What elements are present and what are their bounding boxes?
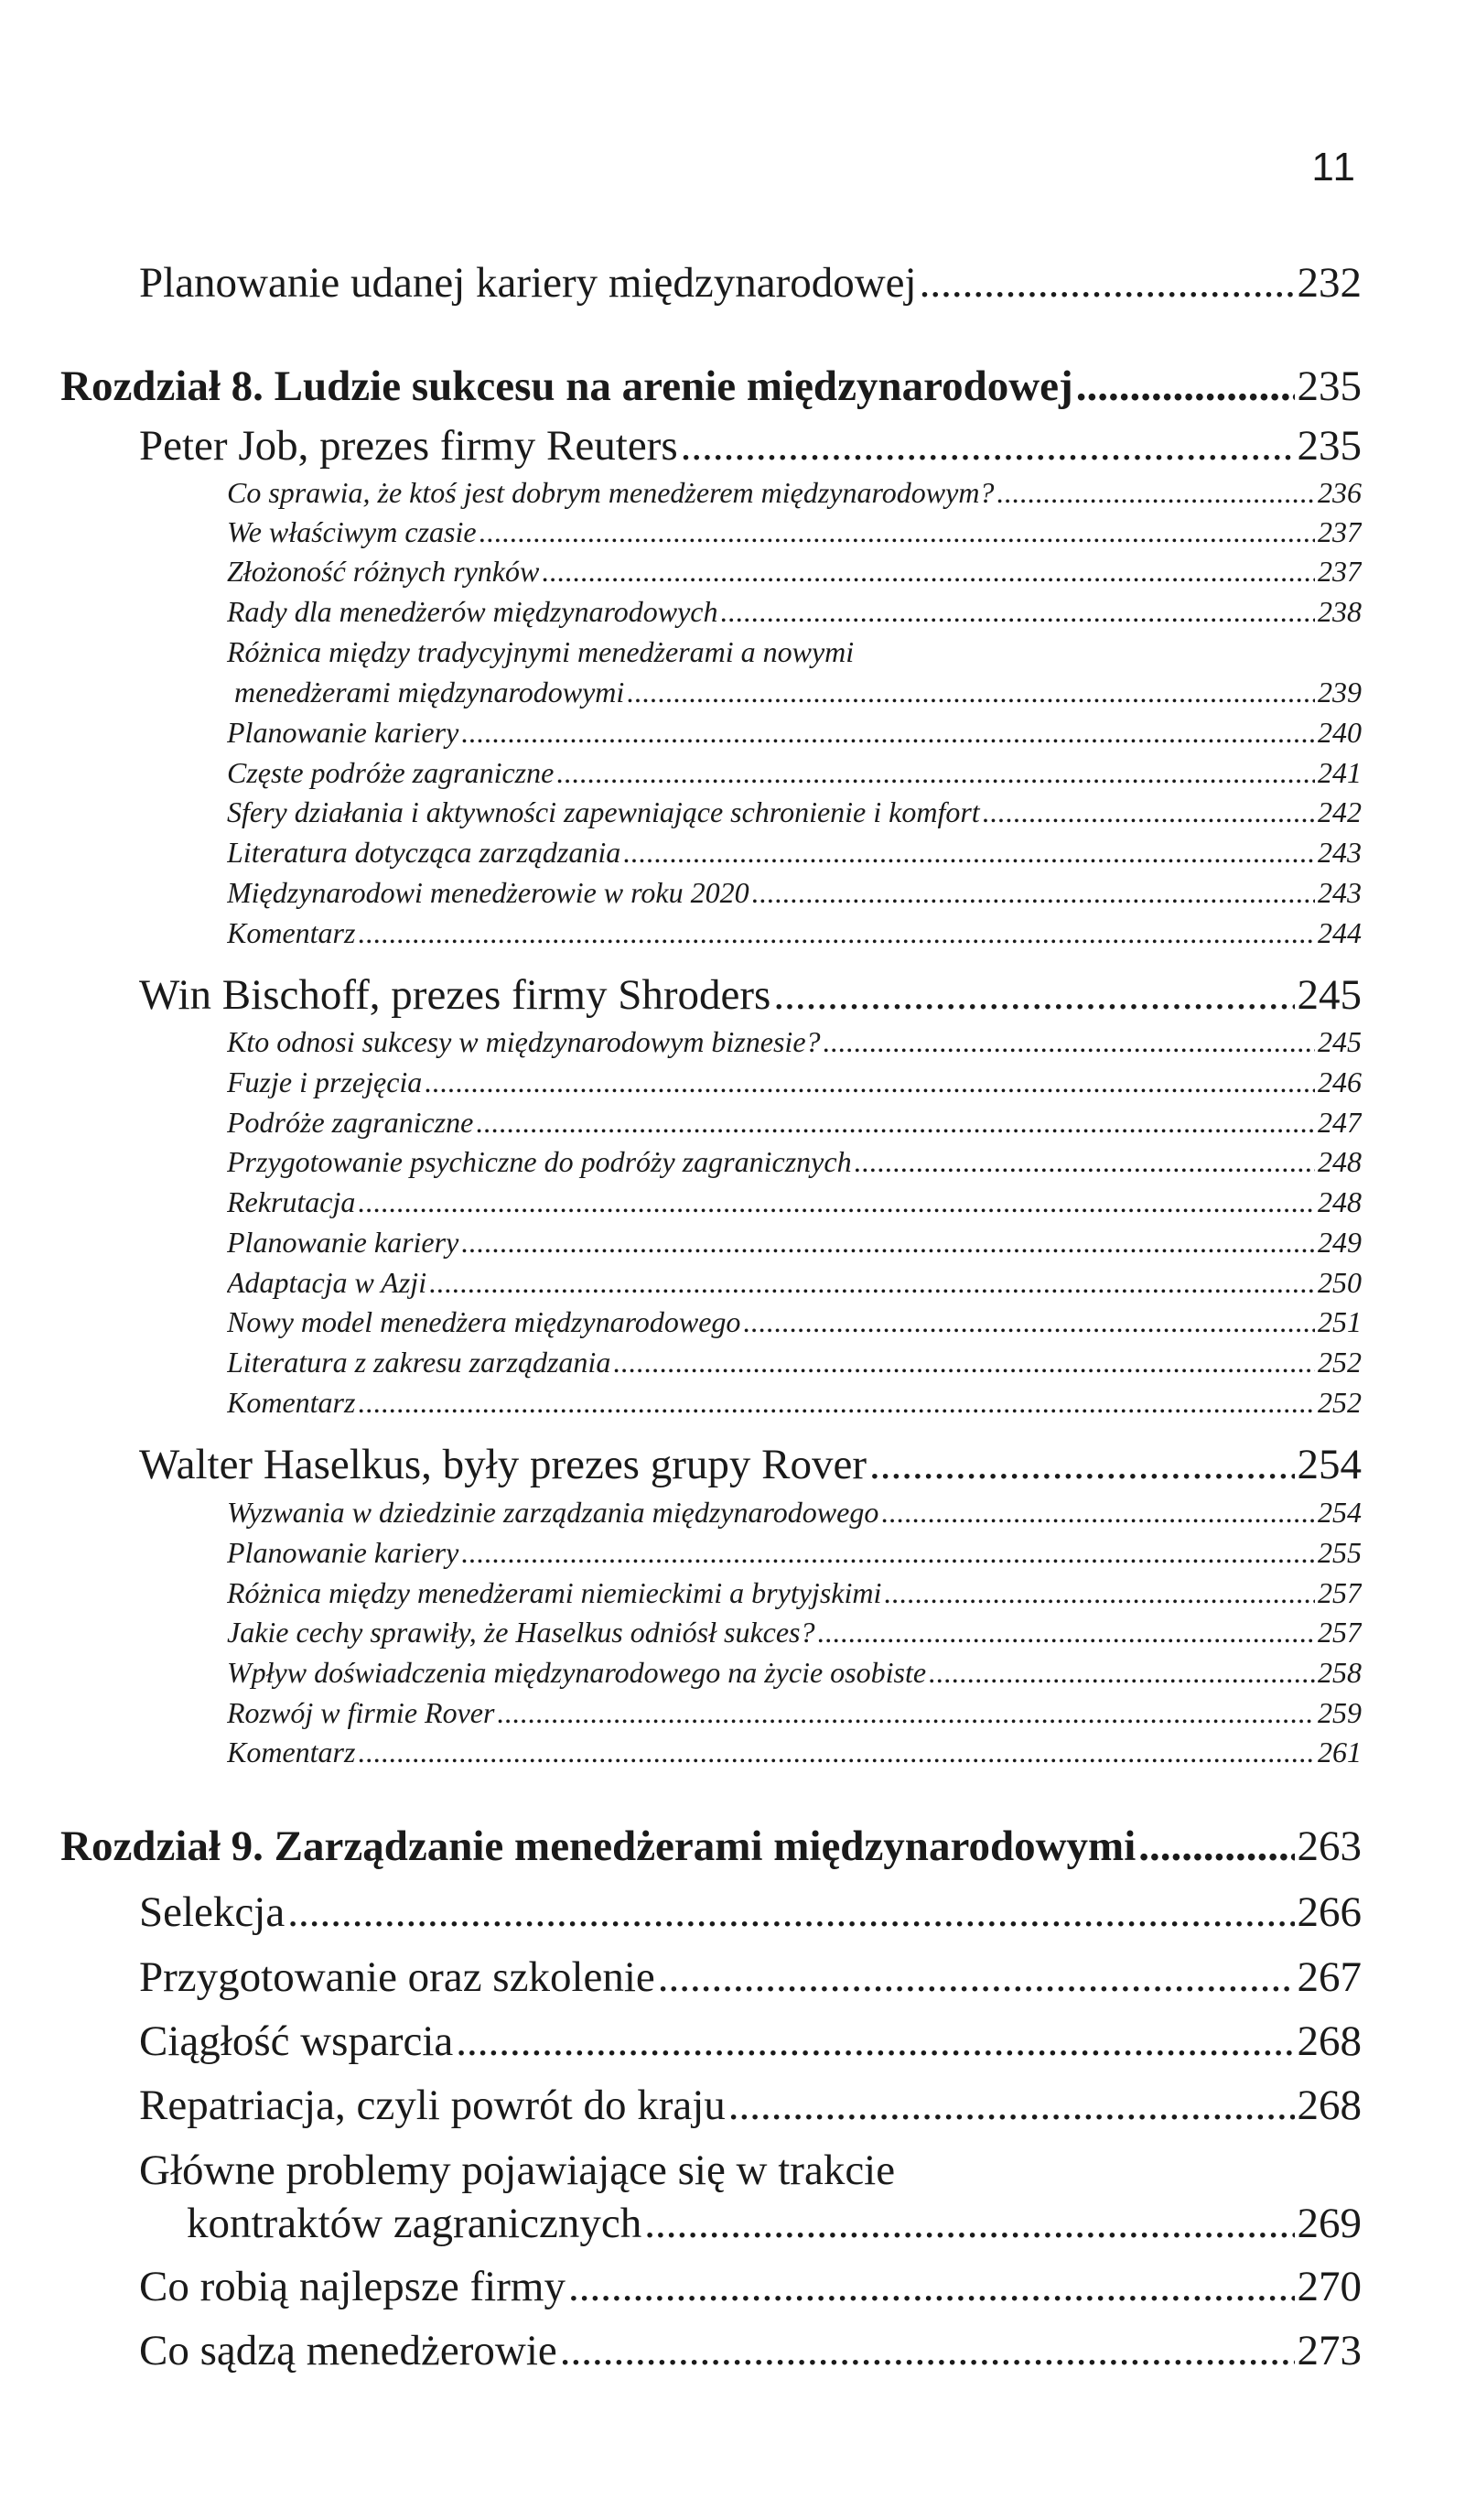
- toc-entry-title: Nowy model menedżera międzynarodowego: [227, 1305, 741, 1338]
- toc-entry-page: 257: [1318, 1616, 1362, 1649]
- toc-entry-title: Planowanie kariery: [227, 1536, 459, 1569]
- toc-entry-page: 255: [1318, 1536, 1362, 1569]
- toc-entry-title: Komentarz: [227, 1386, 356, 1419]
- dot-leader: [358, 916, 1315, 950]
- toc-subsection-entry: [227, 876, 1362, 910]
- toc-subsection-entry: [227, 1736, 1362, 1769]
- toc-subsection-entry: [227, 1106, 1362, 1140]
- toc-entry-page: 246: [1318, 1065, 1362, 1098]
- dot-leader: [855, 1145, 1315, 1179]
- toc-subsection-entry: [227, 716, 1362, 750]
- dot-leader: [568, 2262, 1295, 2311]
- toc-section-entry: [139, 1440, 1362, 1489]
- toc-entry-title: Jakie cechy sprawiły, że Haselkus odniósł sukces?: [227, 1616, 815, 1649]
- toc-entry-title: Rozwój w firmie Rover: [227, 1696, 495, 1729]
- toc-entry-page: 248: [1318, 1185, 1362, 1218]
- toc-entry-title: Sfery działania i aktywności zapewniające schronienie i komfort: [227, 795, 980, 828]
- toc-entry-page: 243: [1318, 836, 1362, 869]
- dot-leader: [658, 1952, 1295, 2002]
- toc-section-entry: [139, 1952, 1362, 2002]
- dot-leader: [542, 555, 1315, 589]
- toc-entry-page: 268: [1297, 2082, 1362, 2129]
- dot-leader: [479, 515, 1315, 549]
- toc-entry-title: menedżerami międzynarodowymi: [234, 676, 625, 708]
- dot-leader: [461, 1226, 1315, 1260]
- dot-leader: [1138, 1822, 1294, 1871]
- toc-entry-page: 252: [1318, 1386, 1362, 1419]
- toc-section-entry: [139, 2017, 1362, 2066]
- toc-chapter-heading: [60, 362, 1362, 411]
- toc-entry-title: Kto odnosi sukcesy w międzynarodowym biznesie?: [227, 1025, 821, 1058]
- toc-entry-title: Repatriacja, czyli powrót do kraju: [139, 2082, 726, 2129]
- toc-subsection-entry: [227, 515, 1362, 549]
- toc-entry-page: 244: [1318, 916, 1362, 949]
- dot-leader: [1076, 362, 1295, 411]
- dot-leader: [983, 795, 1315, 829]
- toc-entry-title: Rekrutacja: [227, 1185, 356, 1218]
- dot-leader: [644, 2199, 1294, 2248]
- toc-entry-page: 240: [1318, 716, 1362, 749]
- dot-leader: [881, 1496, 1315, 1530]
- dot-leader: [623, 836, 1315, 870]
- dot-leader: [681, 421, 1295, 470]
- dot-leader: [752, 876, 1315, 910]
- toc-entry-page: 252: [1318, 1346, 1362, 1379]
- toc-subsection-entry: [227, 756, 1362, 790]
- toc-entry-title: Ciągłość wsparcia: [139, 2017, 454, 2065]
- toc-entry-page: 242: [1318, 795, 1362, 828]
- dot-leader: [476, 1106, 1315, 1140]
- toc-section-entry: [139, 421, 1362, 470]
- toc-entry-title: Podróże zagraniczne: [227, 1106, 474, 1139]
- toc-entry-title: Literatura dotycząca zarządzania: [227, 836, 621, 869]
- toc-entry-page: 268: [1297, 2017, 1362, 2065]
- toc-section-entry: [139, 970, 1362, 1020]
- dot-leader: [425, 1065, 1315, 1099]
- toc-entry-title: Peter Job, prezes firmy Reuters: [139, 422, 678, 470]
- toc-entry-title: Co robią najlepsze firmy: [139, 2263, 566, 2310]
- toc-section-entry: [187, 2199, 1362, 2248]
- toc-entry-title: Rozdział 8. Ludzie sukcesu na arenie międzynarodowej: [60, 362, 1073, 410]
- toc-entry-title: Rady dla menedżerów międzynarodowych: [227, 595, 718, 628]
- toc-entry-title: Planowanie kariery: [227, 716, 459, 749]
- toc-entry-page: 239: [1318, 676, 1362, 708]
- toc-subsection-entry: [227, 1346, 1362, 1379]
- toc-entry-title: Co sprawia, że ktoś jest dobrym menedżerem międzynarodowym?: [227, 476, 995, 509]
- toc-entry-page: 248: [1318, 1145, 1362, 1178]
- toc-subsection-entry: [227, 1616, 1362, 1649]
- toc-entry-page: 247: [1318, 1106, 1362, 1139]
- toc-subsection-entry: [227, 555, 1362, 589]
- toc-entry-page: 273: [1297, 2327, 1362, 2374]
- toc-entry-page: 254: [1318, 1496, 1362, 1529]
- dot-leader: [556, 756, 1315, 790]
- toc-entry-title: Wpływ doświadczenia międzynarodowego na życie osobiste: [227, 1656, 927, 1689]
- dot-leader: [824, 1025, 1315, 1059]
- toc-subsection-entry: [227, 1185, 1362, 1219]
- dot-leader: [929, 1656, 1315, 1690]
- toc-entry-title: kontraktów zagranicznych: [187, 2200, 642, 2247]
- toc-section-entry: [139, 2081, 1362, 2130]
- toc-entry-title: Planowanie kariery: [227, 1226, 459, 1259]
- toc-entry-title: Planowanie udanej kariery międzynarodowej: [139, 259, 917, 307]
- dot-leader: [497, 1696, 1315, 1730]
- toc-subsection-entry: [234, 676, 1362, 709]
- dot-leader: [461, 716, 1315, 750]
- toc-entry-page: 270: [1297, 2263, 1362, 2310]
- dot-leader: [358, 1386, 1315, 1420]
- toc-subsection-entry: [227, 1065, 1362, 1099]
- toc-entry-page: 235: [1297, 362, 1362, 410]
- toc-entry-page: 235: [1297, 422, 1362, 470]
- toc-subsection-entry: [227, 1576, 1362, 1610]
- dot-leader: [456, 2017, 1294, 2066]
- dot-leader: [358, 1185, 1315, 1219]
- toc-entry-title: Win Bischoff, prezes firmy Shroders: [139, 971, 771, 1019]
- toc-entry-title: Walter Haselkus, były prezes grupy Rover: [139, 1441, 867, 1488]
- dot-leader: [358, 1736, 1315, 1769]
- toc-section-entry: [139, 2326, 1362, 2375]
- toc-entry-title: Przygotowanie oraz szkolenie: [139, 1953, 655, 2001]
- toc-subsection-entry: [227, 1656, 1362, 1690]
- dot-leader: [869, 1440, 1295, 1489]
- toc-subsection-entry: [227, 1266, 1362, 1300]
- toc-subsection-entry: [227, 1696, 1362, 1730]
- toc-entry-page: 266: [1297, 1888, 1362, 1936]
- toc-entry-page: 258: [1318, 1656, 1362, 1689]
- toc-entry-title: Selekcja: [139, 1888, 286, 1936]
- toc-entry-page: 237: [1318, 555, 1362, 588]
- toc-section-entry: [139, 2262, 1362, 2311]
- dot-leader: [560, 2326, 1295, 2375]
- toc-entry-title: Adaptacja w Azji: [227, 1266, 427, 1299]
- toc-entry-page: 263: [1297, 1822, 1362, 1870]
- toc-section-entry: [139, 1887, 1362, 1937]
- toc-entry-title: Przygotowanie psychiczne do podróży zagranicznych: [227, 1145, 852, 1178]
- toc-subsection-entry: [227, 1145, 1362, 1179]
- toc-chapter-heading: [60, 1822, 1362, 1871]
- toc-entry-page: 249: [1318, 1226, 1362, 1259]
- toc-entry-title: Międzynarodowi menedżerowie w roku 2020: [227, 876, 749, 909]
- toc-entry-page: 241: [1318, 756, 1362, 789]
- dot-leader: [613, 1346, 1315, 1379]
- toc-subsection-entry: [227, 836, 1362, 870]
- toc-entry-title: Komentarz: [227, 916, 356, 949]
- toc-entry-title: Wyzwania w dziedzinie zarządzania międzynarodowego: [227, 1496, 879, 1529]
- toc-entry-page: 243: [1318, 876, 1362, 909]
- toc-entry-page: 237: [1318, 515, 1362, 548]
- dot-leader: [461, 1536, 1315, 1570]
- toc-entry-title: Rozdział 9. Zarządzanie menedżerami międzynarodowymi: [60, 1822, 1137, 1870]
- toc-entry-page: 269: [1297, 2200, 1362, 2247]
- dot-leader: [818, 1616, 1316, 1649]
- toc-entry-page: 261: [1318, 1736, 1362, 1768]
- toc-subsection-entry: [227, 595, 1362, 629]
- toc-entry-title-line: Główne problemy pojawiające się w trakcie: [139, 2147, 896, 2194]
- dot-leader: [728, 2081, 1295, 2130]
- toc-entry-title: Co sądzą menedżerowie: [139, 2327, 557, 2374]
- toc-entry-page: 238: [1318, 595, 1362, 628]
- toc-entry-title: Literatura z zakresu zarządzania: [227, 1346, 611, 1379]
- toc-entry-page: 267: [1297, 1953, 1362, 2001]
- dot-leader: [720, 595, 1315, 629]
- toc-entry-page: 236: [1318, 476, 1362, 509]
- toc-entry-page: 257: [1318, 1576, 1362, 1609]
- toc-subsection-entry: [227, 1025, 1362, 1059]
- toc-entry-page: 250: [1318, 1266, 1362, 1299]
- dot-leader: [743, 1305, 1315, 1339]
- toc-subsection-entry: [227, 1386, 1362, 1420]
- toc-entry-title: We właściwym czasie: [227, 515, 477, 548]
- dot-leader: [773, 970, 1294, 1020]
- toc-subsection-entry: [227, 916, 1362, 950]
- dot-leader: [627, 676, 1315, 709]
- toc-subsection-entry: [227, 795, 1362, 829]
- toc-entry-title: Złożoność różnych rynków: [227, 555, 540, 588]
- toc-entry-title: Różnica między menedżerami niemieckimi a brytyjskimi: [227, 1576, 882, 1609]
- toc-entry-title-line: Różnica między tradycyjnymi menedżerami a nowymi: [227, 635, 855, 668]
- toc-entry-page: 245: [1297, 971, 1362, 1019]
- toc-entry-page: 259: [1318, 1696, 1362, 1729]
- toc-subsection-entry: [227, 1496, 1362, 1530]
- toc-entry-page: 232: [1297, 259, 1362, 307]
- dot-leader: [287, 1887, 1294, 1937]
- toc-subsection-entry: [227, 1226, 1362, 1260]
- toc-subsection-entry: [227, 1305, 1362, 1339]
- toc-entry-title: Komentarz: [227, 1736, 356, 1768]
- toc-entry-page: 251: [1318, 1305, 1362, 1338]
- toc-entry-title: Częste podróże zagraniczne: [227, 756, 555, 789]
- toc-entry-title: Fuzje i przejęcia: [227, 1065, 423, 1098]
- toc-entry-page: 245: [1318, 1025, 1362, 1058]
- page-number: 11: [1311, 145, 1357, 189]
- toc-entry-page: 254: [1297, 1441, 1362, 1488]
- toc-section-entry: [139, 258, 1362, 308]
- dot-leader: [997, 476, 1315, 510]
- toc-subsection-entry: [227, 1536, 1362, 1570]
- dot-leader: [429, 1266, 1315, 1300]
- dot-leader: [884, 1576, 1315, 1610]
- toc-subsection-entry: [227, 476, 1362, 510]
- dot-leader: [920, 258, 1295, 308]
